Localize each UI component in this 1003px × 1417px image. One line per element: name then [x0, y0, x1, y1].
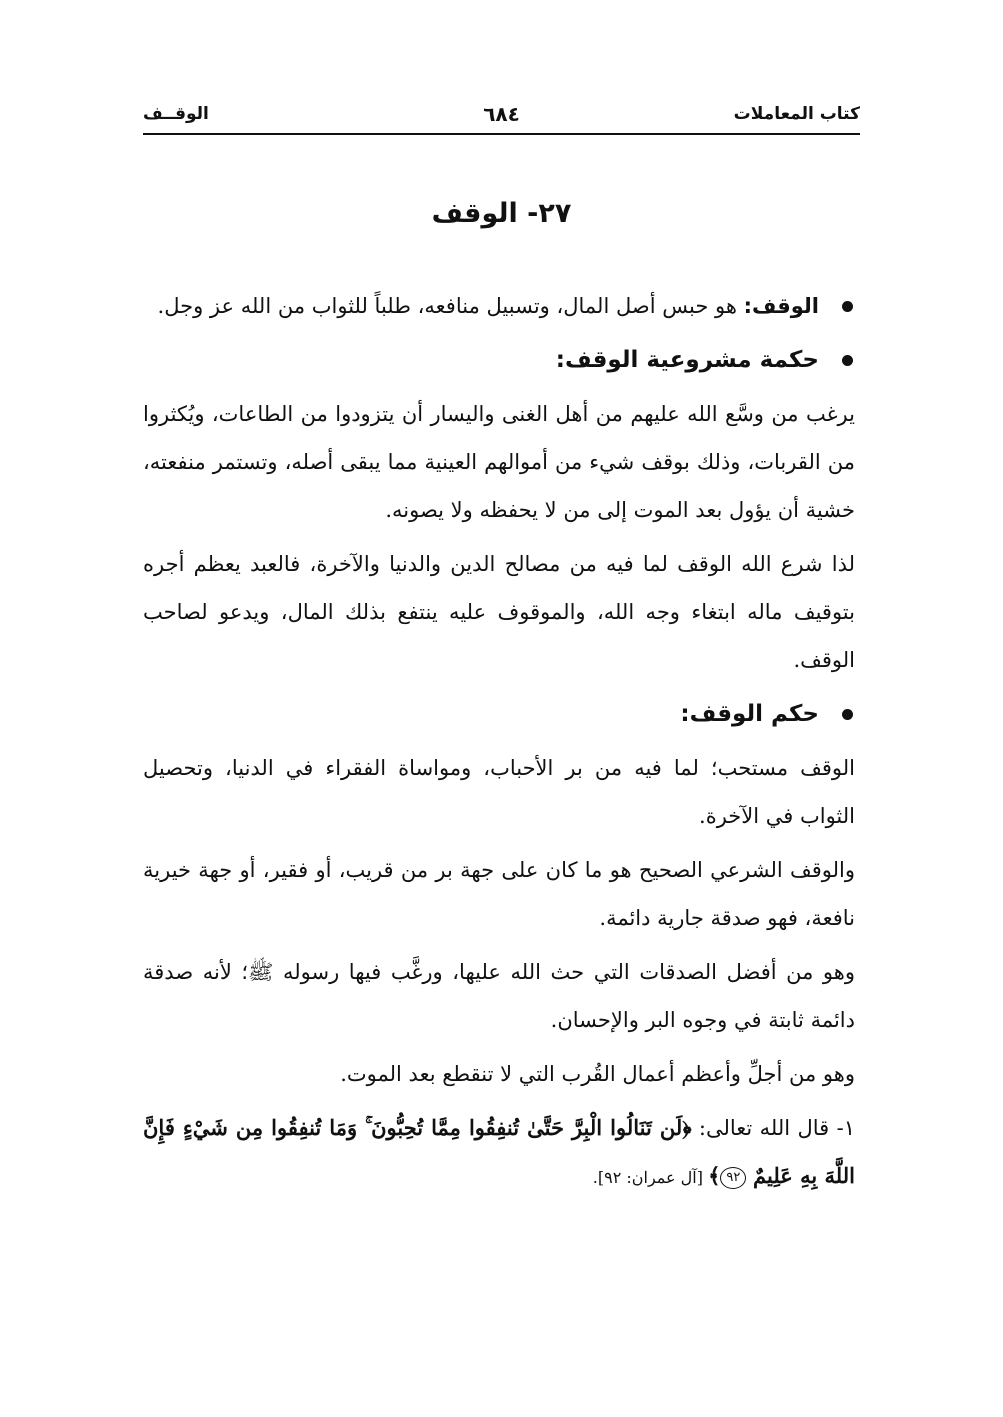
header-divider	[143, 133, 860, 135]
ruling-paragraph-2: والوقف الشرعي الصحيح هو ما كان على جهة بر من قريب، أو فقير، أو جهة خيرية نافعة، فهو صدقة جارية دائمة.	[143, 858, 855, 930]
bullet-icon	[842, 301, 853, 312]
verse-reference: [آل عمران: ٩٢].	[592, 1168, 709, 1187]
ruling-paragraph-3: وهو من أفضل الصدقات التي حث الله عليها، ورغَّب فيها رسوله ﷺ؛ لأنه صدقة دائمة ثابتة في وجوه البر والإحسان.	[143, 960, 855, 1032]
ruling-paragraph-1: الوقف مستحب؛ لما فيه من بر الأحباب، ومواساة الفقراء في الدنيا، وتحصيل الثواب في الآخرة.	[143, 756, 855, 828]
wisdom-heading: حكمة مشروعية الوقف:	[555, 347, 819, 373]
header-chapter-title: الوقــف	[143, 104, 209, 124]
chapter-title: ٢٧- الوقف	[431, 198, 572, 229]
ruling-heading: حكم الوقف:	[680, 701, 819, 727]
running-header	[143, 100, 860, 132]
header-book-title: كتاب المعاملات	[733, 104, 860, 124]
page-content	[143, 282, 855, 1208]
header-page-number: ٦٨٤	[483, 102, 520, 126]
quran-verse: ﴿لَن تَنَالُوا الْبِرَّ حَتَّىٰ تُنفِقُوا مِمَّا تُحِبُّونَ ۚ وَمَا تُنفِقُوا مِن شَيْءٍ فَإِنَّ اللَّهَ بِهِ عَلِيمٌ	[143, 1115, 855, 1188]
wisdom-heading-bullet	[143, 336, 855, 384]
evidence-paragraph	[143, 1104, 855, 1202]
ruling-heading-bullet	[143, 690, 855, 738]
wisdom-paragraph-2: لذا شرع الله الوقف لما فيه من مصالح الدين والدنيا والآخرة، فالعبد يعظم أجره بتوقيف ماله ابتغاء وجه الله، والموقوف عليه ينتفع بذلك المال، ويدعو لصاحب الوقف.	[143, 552, 855, 672]
evidence-intro: ١- قال الله تعالى:	[691, 1116, 855, 1140]
bullet-icon	[842, 709, 853, 720]
definition-bullet	[143, 282, 855, 330]
definition-term: الوقف:	[743, 294, 819, 318]
bullet-icon	[842, 355, 853, 366]
ruling-paragraph-4: وهو من أجلِّ وأعظم أعمال القُرب التي لا تنقطع بعد الموت.	[340, 1062, 855, 1086]
ayah-number-marker: ٩٢	[720, 1167, 746, 1189]
wisdom-paragraph-1: يرغب من وسَّع الله عليهم من أهل الغنى واليسار أن يتزودوا من الطاعات، ويُكثروا من القربات، وذلك بوقف شيء من أموالهم العينية مما يبقى أصله، وتستمر منفعته، خشية أن يؤول بعد الموت إلى من لا يحفظه ولا يصونه.	[143, 402, 855, 522]
definition-text: هو حبس أصل المال، وتسبيل منافعه، طلباً للثواب من الله عز وجل.	[157, 294, 744, 318]
quran-verse-close: ﴾	[708, 1163, 721, 1188]
